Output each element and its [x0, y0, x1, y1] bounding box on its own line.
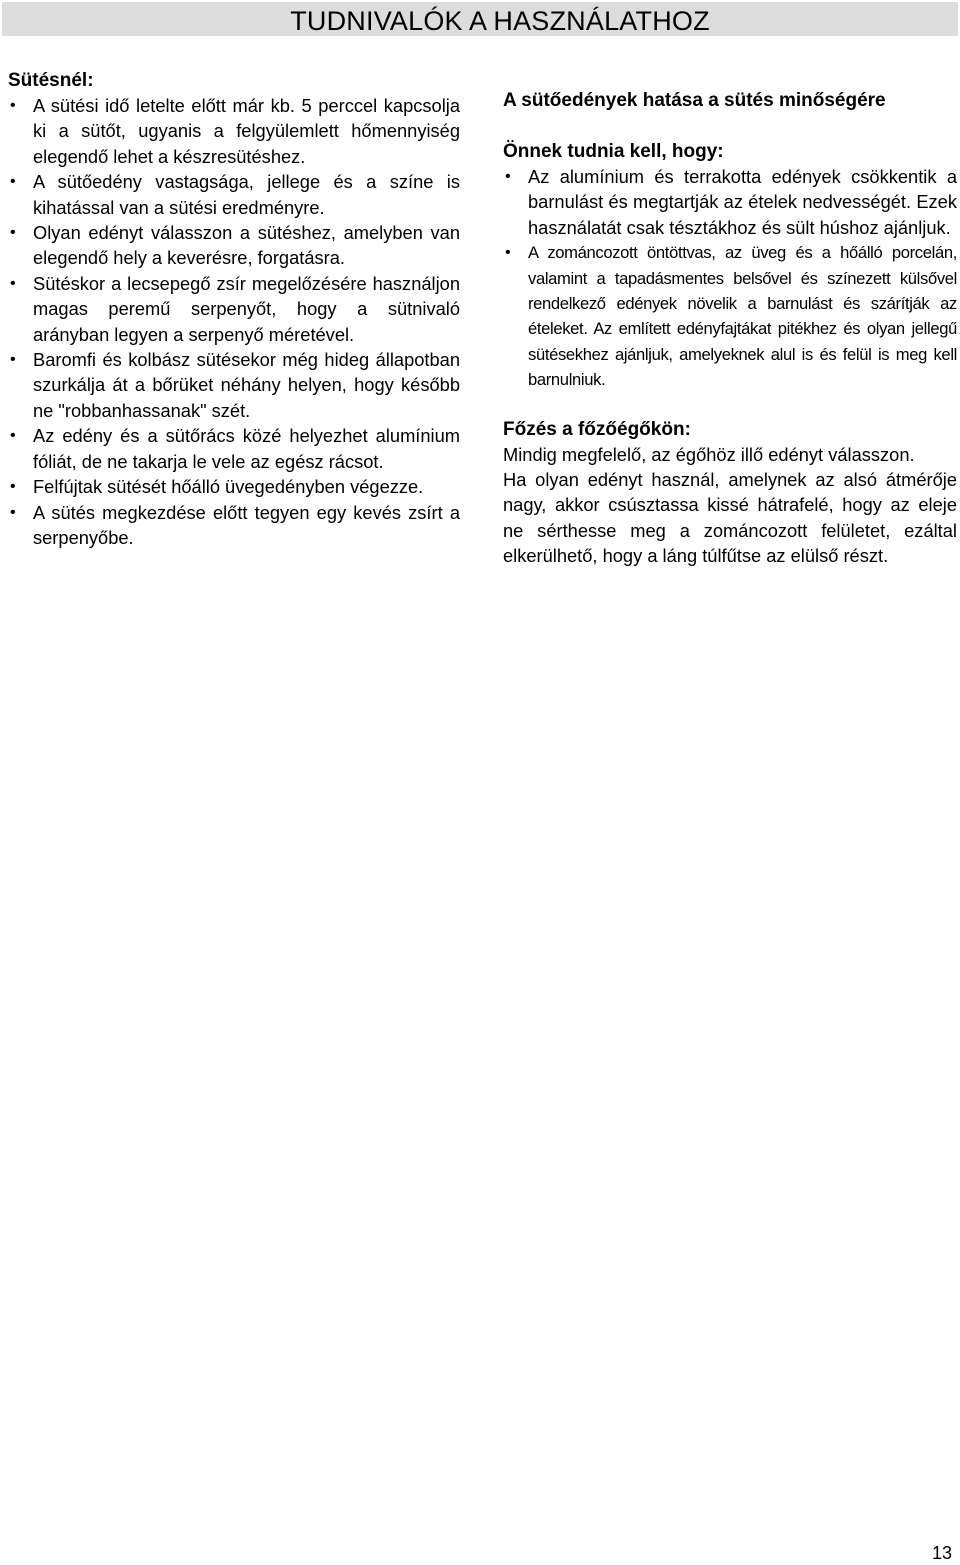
list-item: • Baromfi és kolbász sütésekor még hideg állapotban szurkálja át a bőrüket néhány helyen, hogy később ne "robbanhassanak" szét. [8, 347, 460, 423]
list-item: • A sütőedény vastagsága, jellege és a színe is kihatással van a sütési eredményre. [8, 169, 460, 220]
section-heading-you-should-know: Önnek tudnia kell, hogy: [503, 141, 724, 162]
section-heading-baking: Sütésnél: [8, 70, 94, 91]
header-band [2, 2, 958, 36]
list-item: • A zománcozott öntöttvas, az üveg és a hőálló porcelán, valamint a tapadásmentes belsővel és színezett külsővel rendelkező edények növelik a barnulást és szárítják az ételeket. Az említett edényfajtákat pitékhez és olyan jellegű sütésekhez ajánljuk, amelyeknek alul is és felül is meg kell barnulniuk. [503, 240, 957, 392]
right-column [503, 88, 957, 569]
list-item: • Az alumínium és terrakotta edények csökkentik a barnulást és megtartják az ételek nedvességét. Ezek használatát csak tésztákhoz és sült húshoz ajánljuk. [503, 164, 957, 240]
list-item: • Az edény és a sütőrács közé helyezhet alumínium fóliát, de ne takarja le vele az egész rácsot. [8, 423, 460, 474]
list-item: • Sütéskor a lecsepegő zsír megelőzésére használjon magas peremű serpenyőt, hogy a sütnivaló arányban legyen a serpenyő méretével. [8, 271, 460, 347]
paragraph: Mindig megfelelő, az égőhöz illő edényt válasszon. [503, 443, 915, 465]
baking-tips-list [8, 93, 460, 550]
left-column [8, 68, 460, 550]
paragraph: Ha olyan edényt használ, amelynek az alsó átmérője nagy, akkor csúsztassa kissé hátrafelé, hogy az eleje ne sérthesse meg a zománcozott felületet, ezáltal elkerülhető, hogy a láng túlfűtse az elülső részt. [503, 469, 957, 567]
page-number: 13 [931, 1543, 952, 1563]
section-heading-cookware: A sütőedények hatása a sütés minőségére [503, 90, 886, 111]
page-title: TUDNIVALÓK A HASZNÁLATHOZ [290, 6, 710, 36]
cookware-list [503, 164, 957, 393]
list-item: • Felfújtak sütését hőálló üvegedényben végezze. [8, 474, 460, 499]
list-item: • Olyan edényt válasszon a sütéshez, amelyben van elegendő hely a keverésre, forgatásra. [8, 220, 460, 271]
list-item: • A sütés megkezdése előtt tegyen egy kevés zsírt a serpenyőbe. [8, 500, 460, 551]
section-heading-cooking-burners: Főzés a főzőégőkön: [503, 418, 691, 440]
list-item: • A sütési idő letelte előtt már kb. 5 perccel kapcsolja ki a sütőt, ugyanis a felgyülemlett hőmennyiség elegendő lehet a készresütéshez. [8, 93, 460, 169]
